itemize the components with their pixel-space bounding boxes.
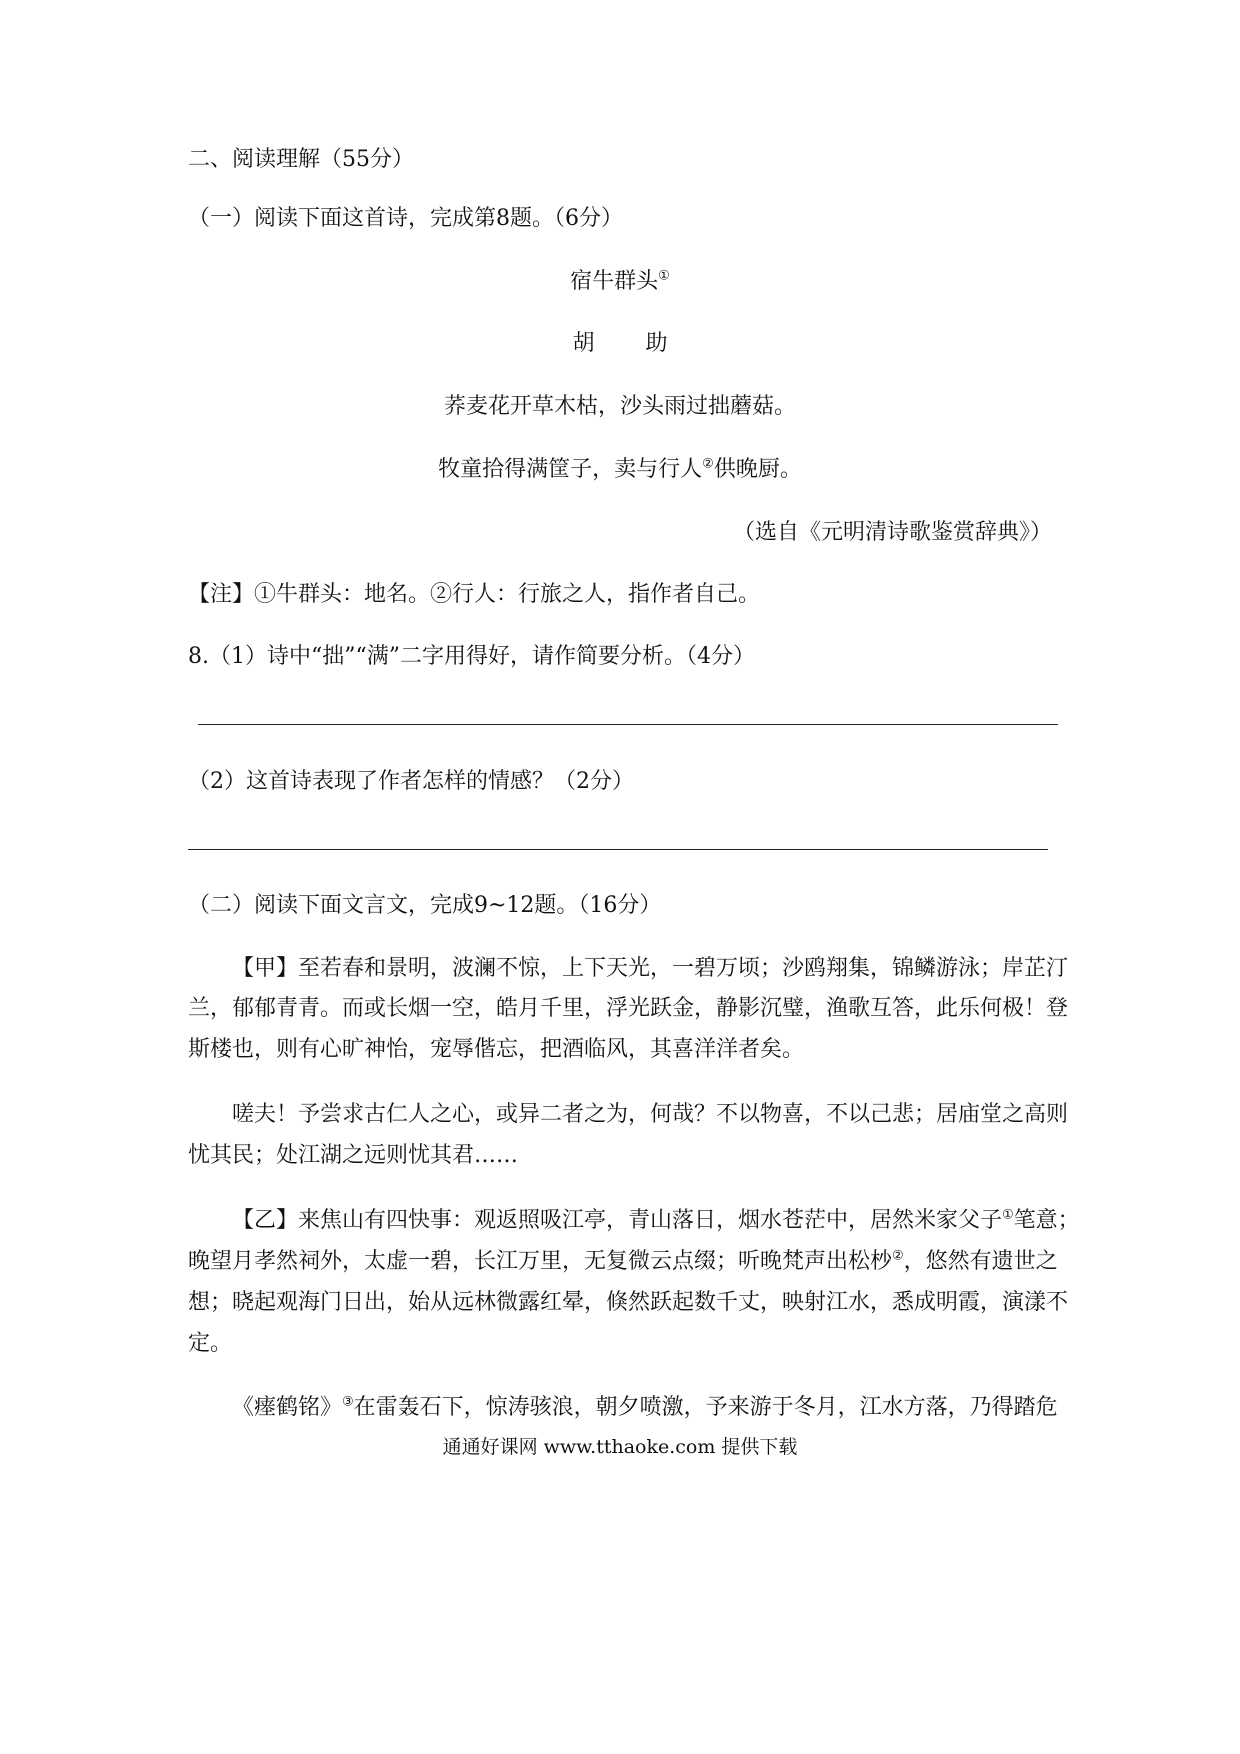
poem-line-2 bbox=[0, 455, 1240, 485]
yi-line-1-a: 【乙】来焦山有四快事：观返照吸江亭，青山落日，烟水苍茫中，居然米家父子 bbox=[232, 1208, 1003, 1233]
question-8-1: 8.（1）诗中“拙”“满”二字用得好，请作简要分析。（4分） bbox=[188, 644, 755, 669]
poem-line-1: 荞麦花开草木枯，沙头雨过拙蘑菇。 bbox=[443, 394, 796, 419]
poem-author-text: 胡 助 bbox=[572, 331, 690, 356]
poem-author bbox=[0, 329, 1240, 359]
jia-line-1: 【甲】至若春和景明，波澜不惊，上下天光，一碧万顷；沙鸥翔集，锦鳞游泳；岸芷汀 bbox=[232, 956, 1069, 981]
poem-source: （选自《元明清诗歌鉴赏辞典》） bbox=[732, 520, 1052, 545]
answer-line-8-1[interactable] bbox=[198, 724, 1058, 725]
poem-title-note: ① bbox=[658, 268, 670, 284]
section-title: 二、阅读理解（55分） bbox=[188, 147, 414, 172]
yi2-line-1-a: 《瘗鹤铭》 bbox=[232, 1395, 343, 1420]
jia-line-3: 斯楼也，则有心旷神怡，宠辱偕忘，把酒临风，其喜洋洋者矣。 bbox=[188, 1037, 805, 1062]
part2-heading: （二）阅读下面文言文，完成9~12题。（16分） bbox=[188, 893, 662, 918]
poem-line-2-note: ② bbox=[702, 456, 714, 472]
yi-line-1-b: 笔意； bbox=[1013, 1208, 1080, 1233]
poem-title-text: 宿牛群头 bbox=[570, 269, 659, 294]
poem-line-2-a: 牧童拾得满筐子，卖与行人 bbox=[438, 457, 703, 482]
poem-note: 【注】①牛群头：地名。②行人：行旅之人，指作者自己。 bbox=[188, 582, 761, 607]
jia-line-2: 兰，郁郁青青。而或长烟一空，皓月千里，浮光跃金，静影沉璧，渔歌互答，此乐何极！登 bbox=[188, 996, 1069, 1021]
yi-line-2-b: ，悠然有遗世之 bbox=[903, 1249, 1058, 1274]
yi-line-1-note: ① bbox=[1002, 1207, 1014, 1223]
question-8-2: （2）这首诗表现了作者怎样的情感？（2分） bbox=[188, 769, 634, 794]
yi-line-2-note: ② bbox=[892, 1248, 904, 1264]
yi2-line-1-note: ③ bbox=[342, 1394, 354, 1410]
yi-line-3: 想；晓起观海门日出，始从远林微露红晕，倏然跃起数千丈，映射江水，悉成明霞，演漾不 bbox=[188, 1290, 1069, 1315]
poem-title bbox=[0, 267, 1240, 297]
jia2-line-2: 忧其民；处江湖之远则忧其君…… bbox=[188, 1143, 519, 1168]
yi-line-4: 定。 bbox=[188, 1331, 233, 1356]
jia2-line-1: 嗟夫！予尝求古仁人之心，或异二者之为，何哉？不以物喜，不以己悲；居庙堂之高则 bbox=[232, 1102, 1069, 1127]
poem-line-2-b: 供晚厨。 bbox=[713, 457, 802, 482]
part1-heading: （一）阅读下面这首诗，完成第8题。（6分） bbox=[188, 206, 623, 231]
yi-line-1 bbox=[232, 1206, 1080, 1236]
yi2-line-1 bbox=[232, 1393, 1058, 1423]
yi-line-2 bbox=[188, 1247, 1058, 1277]
answer-line-8-2[interactable] bbox=[188, 849, 1048, 850]
footer-text: 通通好课网 www.tthaoke.com 提供下载 bbox=[442, 1436, 798, 1458]
yi-line-2-a: 晚望月孝然祠外，太虚一碧，长江万里，无复微云点缀；听晚梵声出松杪 bbox=[188, 1249, 893, 1274]
yi2-line-1-b: 在雷轰石下，惊涛骇浪，朝夕喷激，予来游于冬月，江水方落，乃得踏危 bbox=[353, 1395, 1058, 1420]
